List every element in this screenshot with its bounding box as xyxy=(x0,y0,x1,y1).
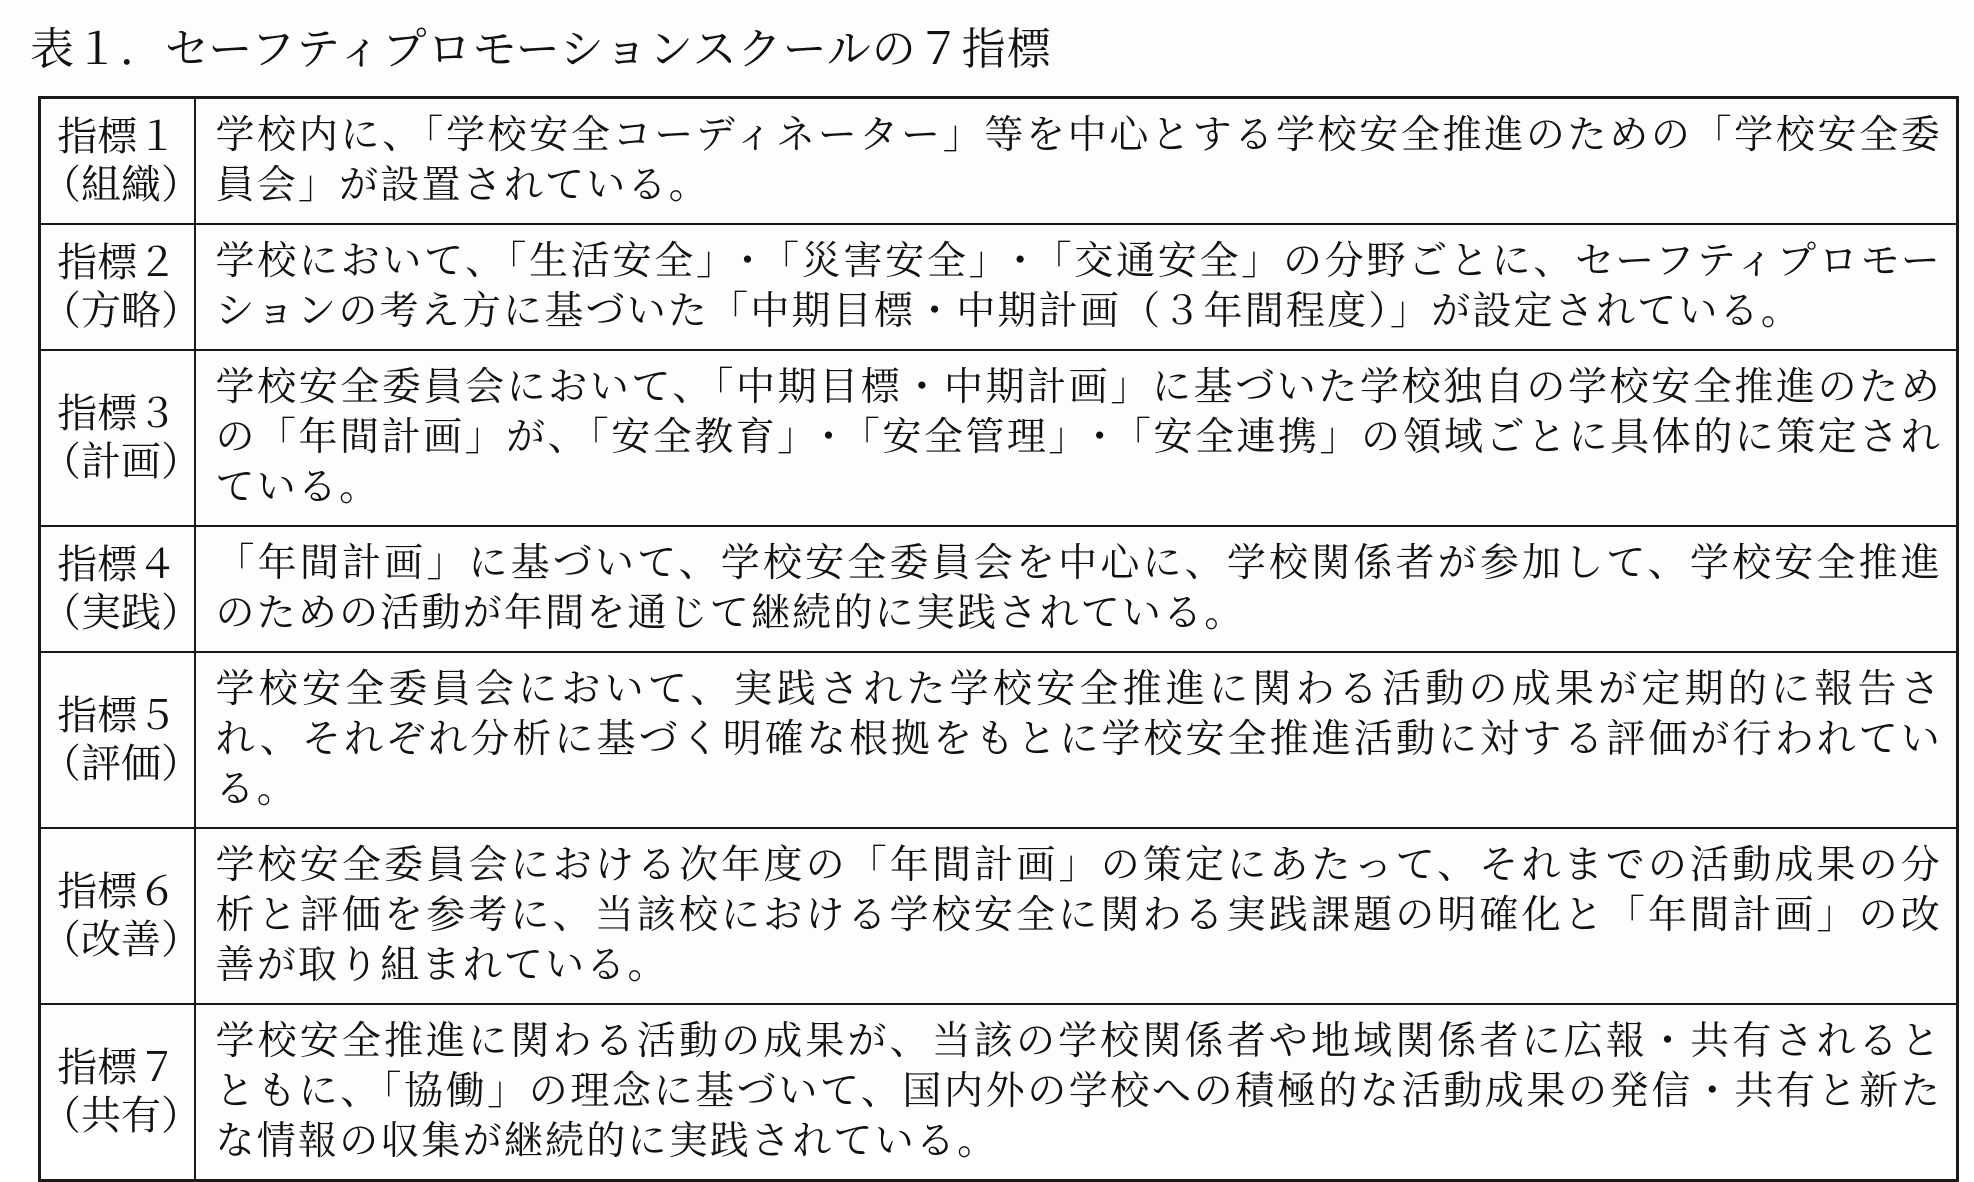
indicator-label-cell xyxy=(40,98,201,225)
indicator-number: 指標１ xyxy=(57,114,178,160)
indicator-number: 指標３ xyxy=(57,391,178,437)
indicator-category: （共有） xyxy=(41,1093,201,1139)
indicator-description: 「年間計画」に基づいて、学校安全委員会を中心に、学校関係者が参加して、学校安全推進のための活動が年間を通じて継続的に実践されている。 xyxy=(195,526,1958,652)
indicator-category: （組織） xyxy=(41,162,201,208)
indicator-category: （改善） xyxy=(41,917,201,963)
indicator-number: 指標２ xyxy=(57,240,178,286)
indicator-number: 指標７ xyxy=(57,1045,178,1091)
table-row xyxy=(40,652,1958,828)
table-row xyxy=(40,98,1958,225)
indicator-category: （評価） xyxy=(41,741,201,787)
table-row xyxy=(40,1004,1958,1181)
table-row xyxy=(40,350,1958,526)
indicator-category: （方略） xyxy=(41,288,201,334)
indicator-label-cell xyxy=(40,828,201,1004)
indicator-label-cell xyxy=(40,526,201,652)
indicator-number: 指標６ xyxy=(57,869,178,915)
indicator-label-cell xyxy=(40,224,201,350)
indicator-number: 指標５ xyxy=(57,693,178,739)
indicator-label-cell xyxy=(40,652,201,828)
indicator-description: 学校内に、「学校安全コーディネーター」等を中心とする学校安全推進のための「学校安全委員会」が設置されている。 xyxy=(195,98,1958,225)
indicator-number: 指標４ xyxy=(57,542,178,588)
table-caption: 表１．セーフティプロモーションスクールの７指標 xyxy=(30,24,1052,75)
indicator-description: 学校安全委員会における次年度の「年間計画」の策定にあたって、それまでの活動成果の分析と評価を参考に、当該校における学校安全に関わる実践課題の明確化と「年間計画」の改善が取り組まれている。 xyxy=(195,828,1958,1004)
indicator-label-cell xyxy=(40,350,201,526)
indicator-description: 学校において、「生活安全」･「災害安全」･「交通安全」の分野ごとに、セーフティプロモーションの考え方に基づいた「中期目標・中期計画（３年間程度）」が設定されている。 xyxy=(195,224,1958,350)
table-row xyxy=(40,526,1958,652)
table-row xyxy=(40,224,1958,350)
indicator-category: （実践） xyxy=(41,590,201,636)
table-row xyxy=(40,828,1958,1004)
indicator-description: 学校安全委員会において、実践された学校安全推進に関わる活動の成果が定期的に報告され、それぞれ分析に基づく明確な根拠をもとに学校安全推進活動に対する評価が行われている。 xyxy=(195,652,1958,828)
indicator-label-cell xyxy=(40,1004,201,1181)
indicator-description: 学校安全推進に関わる活動の成果が、当該の学校関係者や地域関係者に広報・共有されるとともに、「協働」の理念に基づいて、国内外の学校への積極的な活動成果の発信・共有と新たな情報の収集が継続的に実践されている。 xyxy=(195,1004,1958,1181)
indicators-table xyxy=(38,96,1959,1182)
indicator-description: 学校安全委員会において、「中期目標・中期計画」に基づいた学校独自の学校安全推進のための「年間計画」が、「安全教育」･「安全管理」･「安全連携」の領域ごとに具体的に策定されている。 xyxy=(195,350,1958,526)
indicator-category: （計画） xyxy=(41,439,201,485)
